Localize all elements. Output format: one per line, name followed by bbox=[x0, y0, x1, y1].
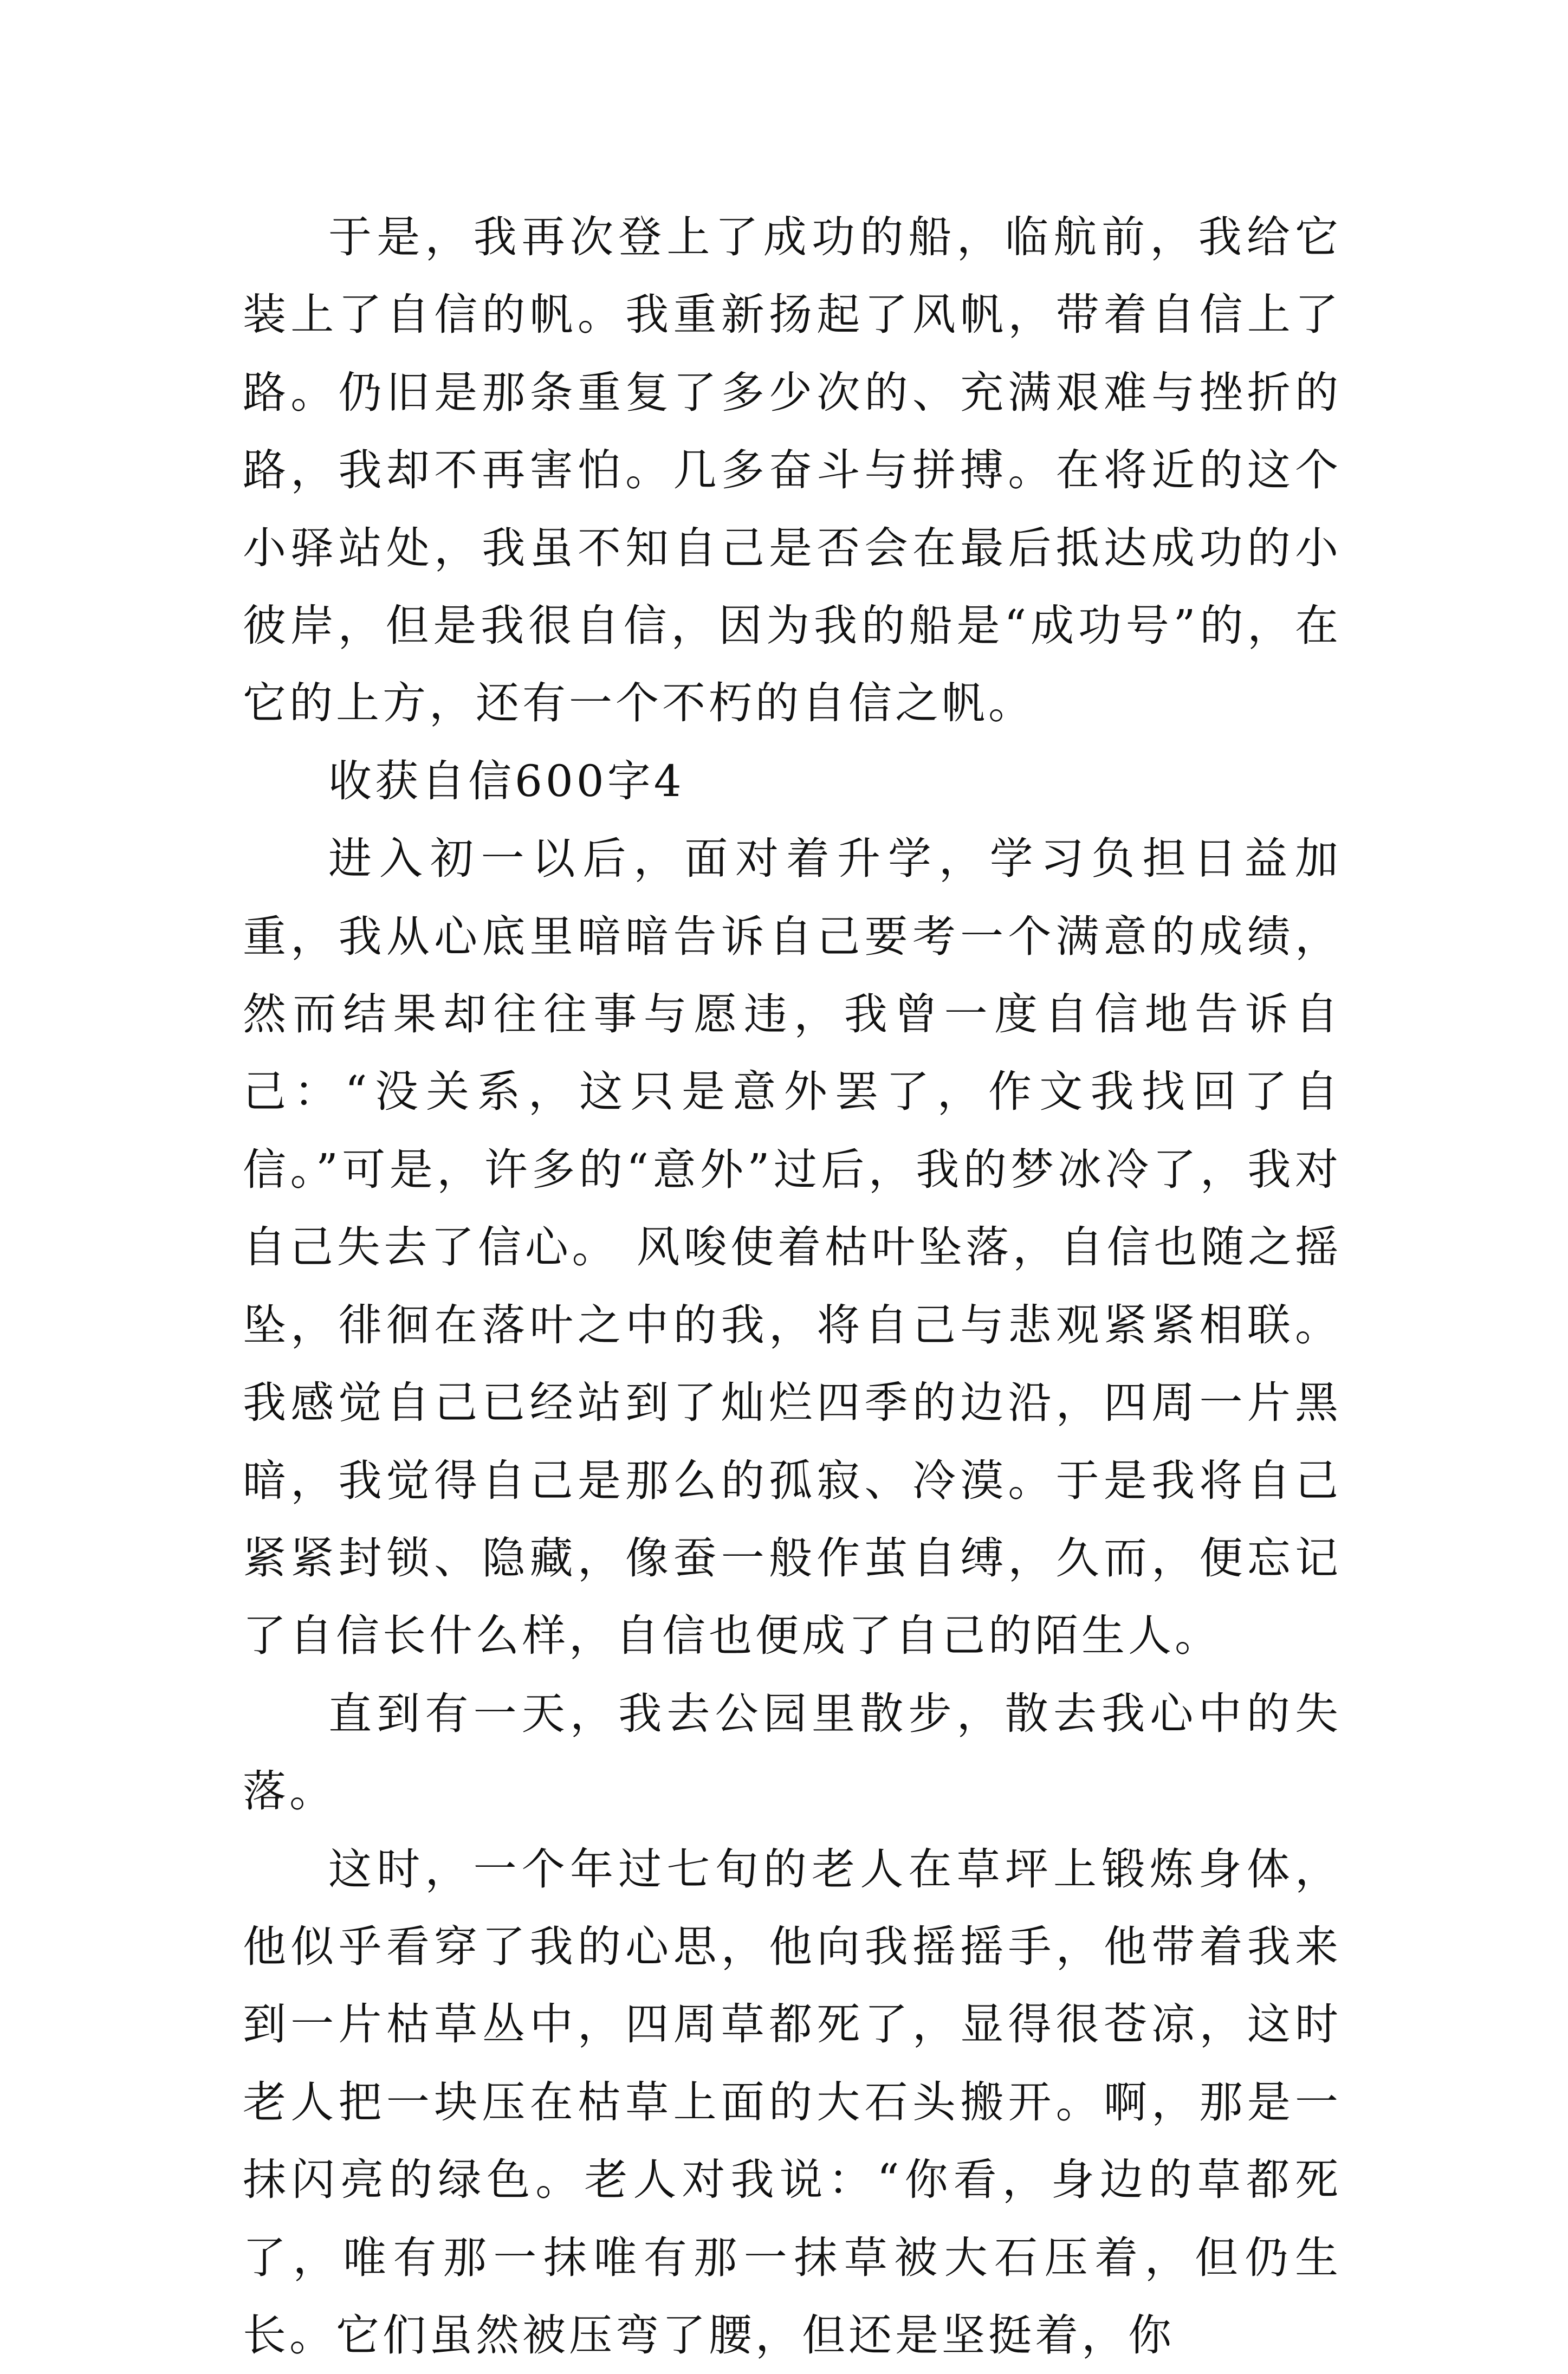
paragraph-4: 这时，一个年过七旬的老人在草坪上锻炼身体，他似乎看穿了我的心思，他向我摇摇手，他带着我来到一片枯草丛中，四周草都死了，显得很苍凉，这时老人把一块压在枯草上面的大石头搬开。啊，那是一抹闪亮的绿色。老人对我说：“你看，身边的草都死了，唯有那一抹唯有那一抹草被大石压着，但仍生长。它们虽然被压弯了腰，但还是坚挺着，你 bbox=[243, 1843, 1342, 2360]
section-heading: 收获自信600字4 bbox=[328, 755, 685, 806]
document-body bbox=[243, 198, 1342, 2374]
paragraph-3: 直到有一天，我去公园里散步，散去我心中的失落。 bbox=[243, 1688, 1342, 1817]
paragraph-1: 于是，我再次登上了成功的船，临航前，我给它装上了自信的帆。我重新扬起了风帆，带着自信上了路。仍旧是那条重复了多少次的、充满艰难与挫折的路，我却不再害怕。几多奋斗与拼搏。在将近的这个小驿站处，我虽不知自己是否会在最后抵达成功的小彼岸，但是我很自信，因为我的船是“成功号”的，在它的上方，还有一个不朽的自信之帆。 bbox=[243, 212, 1342, 729]
paragraph-2: 进入初一以后，面对着升学，学习负担日益加重，我从心底里暗暗告诉自己要考一个满意的成绩，然而结果却往往事与愿违，我曾一度自信地告诉自己：“没关系，这只是意外罢了，作文我找回了自信。”可是，许多的“意外”过后，我的梦冰冷了，我对自己失去了信心。 风唆使着枯叶坠落，自信也随之摇坠，徘徊在落叶之中的我，将自己与悲观紧紧相联。我感觉自己已经站到了灿烂四季的边沿，四周一片黑暗，我觉得自己是那么的孤寂、冷漠。于是我将自己紧紧封锁、隐藏，像蚕一般作茧自缚，久而，便忘记了自信长什么样，自信也便成了自己的陌生人。 bbox=[243, 833, 1342, 1661]
